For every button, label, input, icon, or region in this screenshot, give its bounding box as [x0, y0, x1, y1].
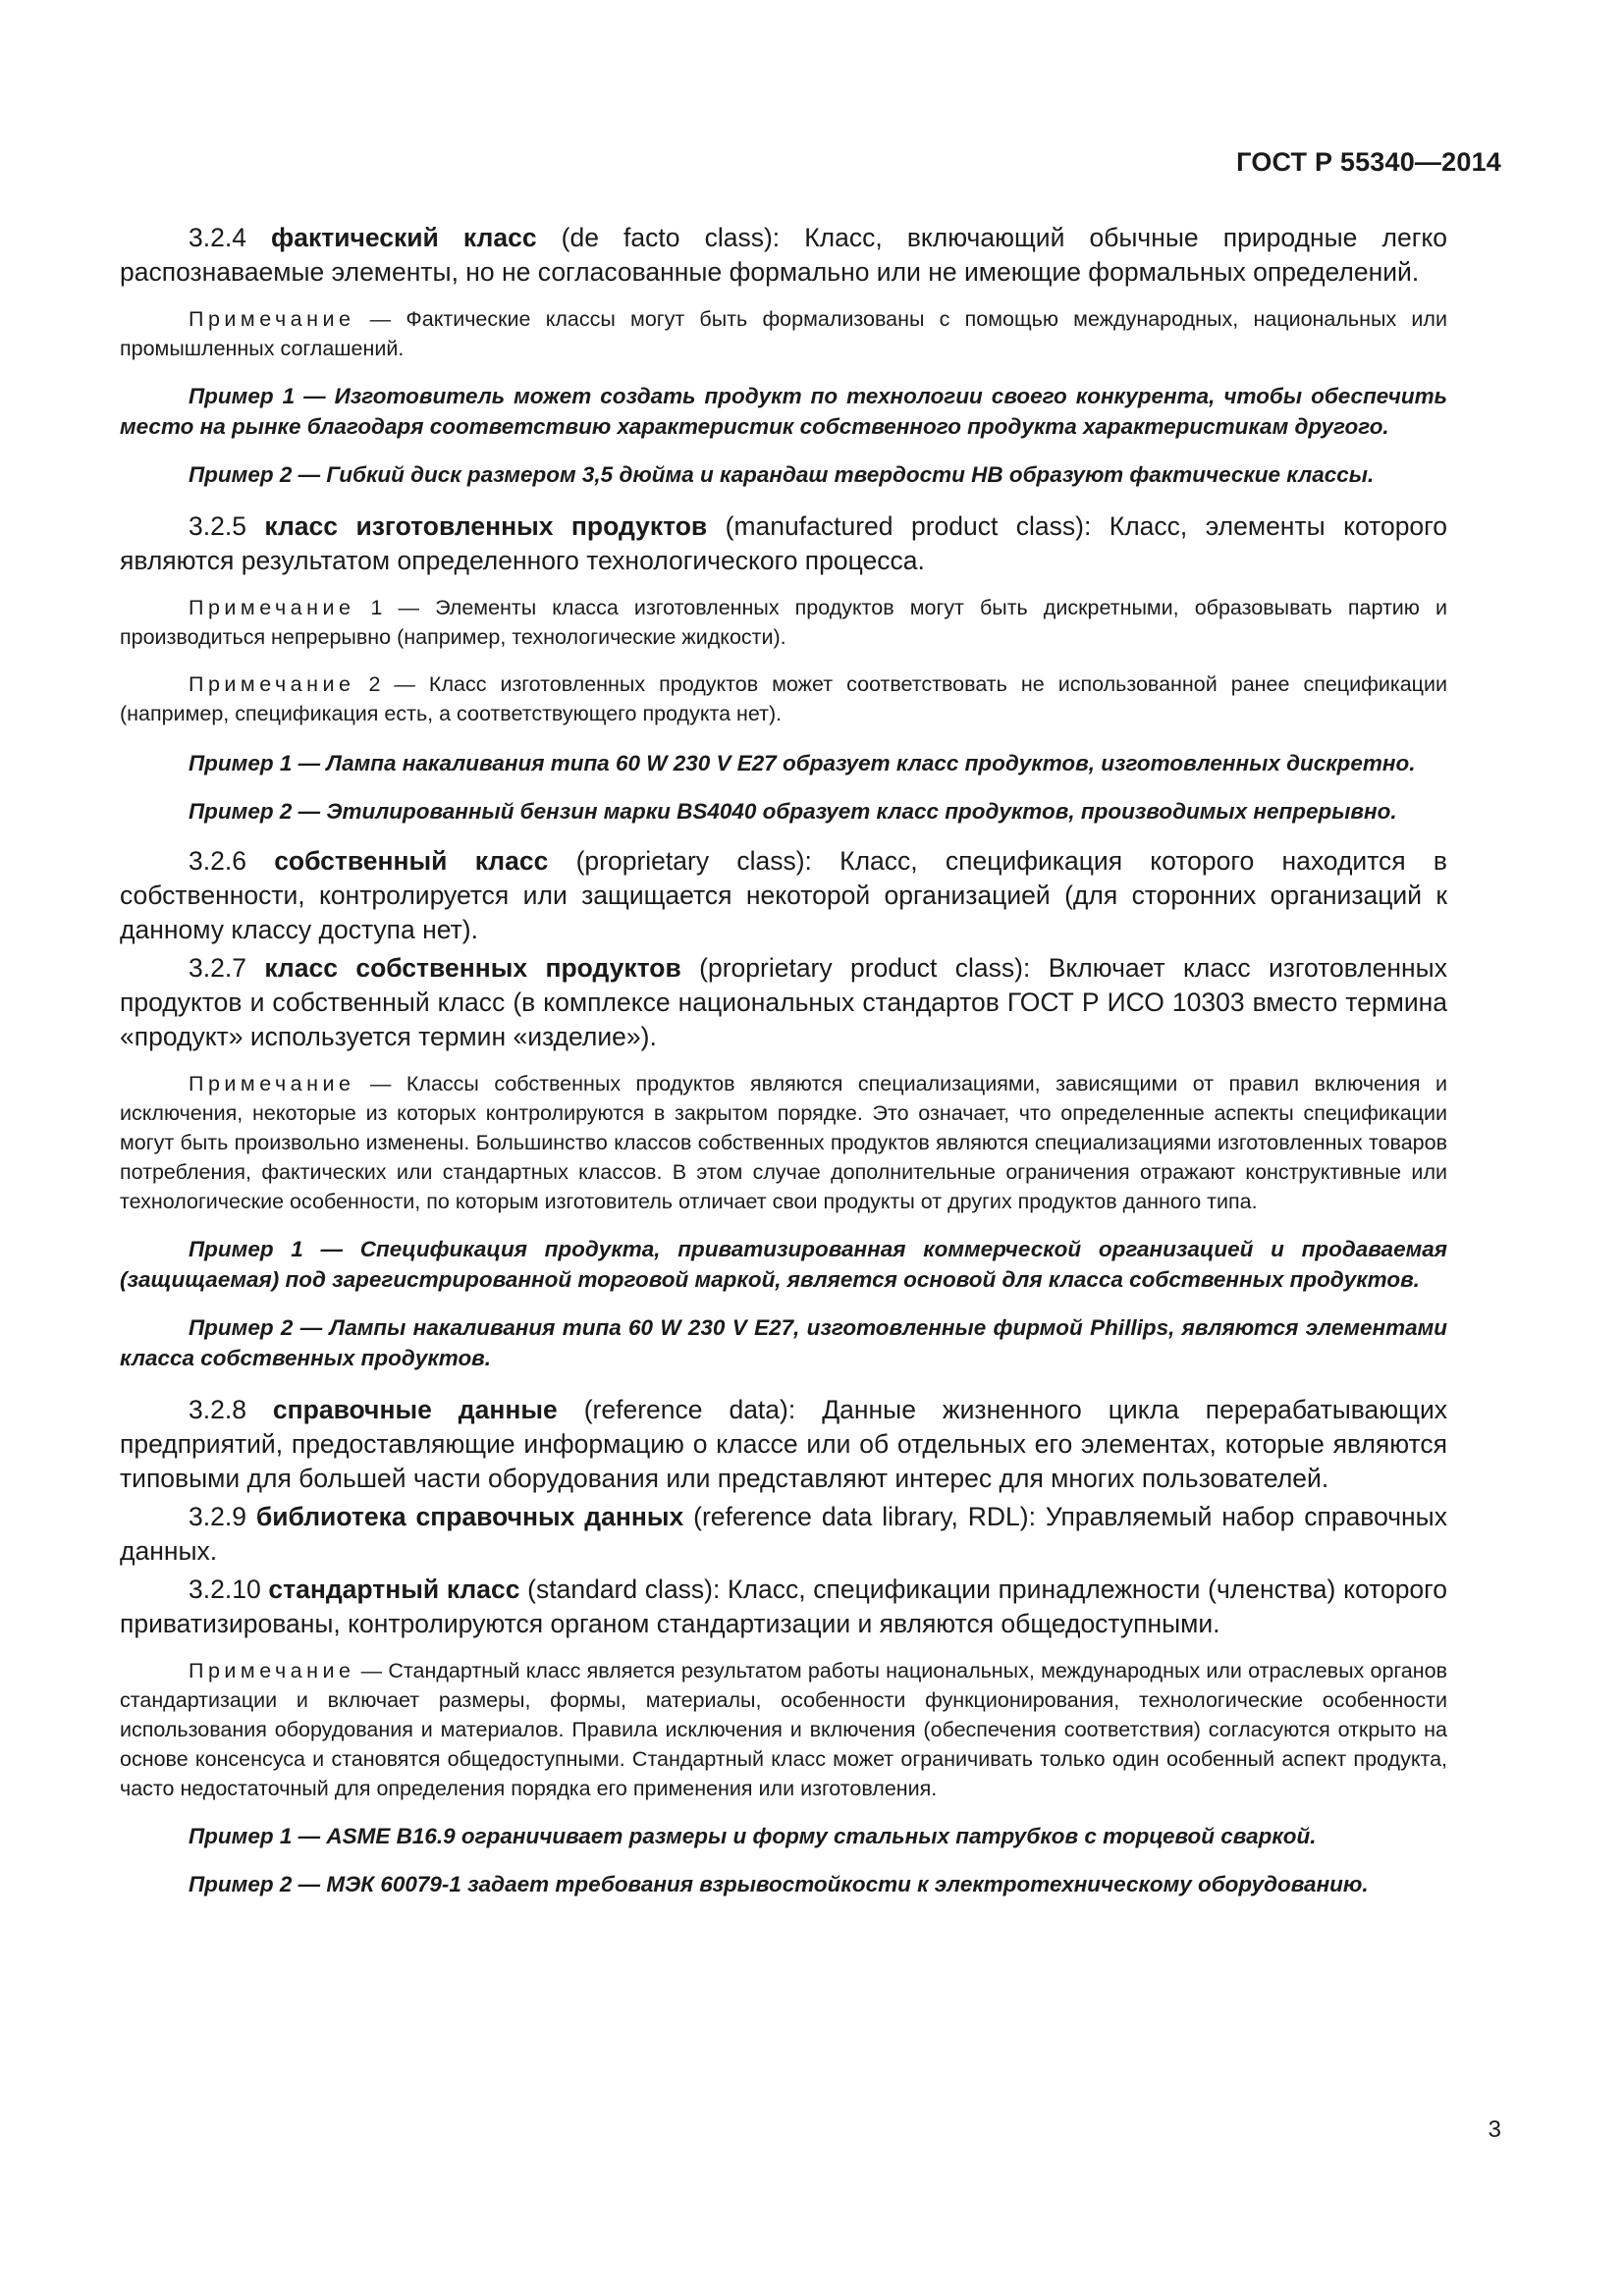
term-text: (proprietary product class): Включает класс изготовленных продуктов и собственный класс (в комплексе национальных стандартов ГОСТ Р ИСО 10303 вместо термина «продукт» используется термин «изделие»).	[120, 953, 1447, 1051]
note	[120, 304, 1447, 363]
term-name: класс собственных продуктов	[264, 953, 681, 983]
term-number: 3.2.10	[189, 1575, 269, 1604]
example: Пример 2 — Лампы накаливания типа 60 W 230 V E27, изготовленные фирмой Phillips, являются элементами класса собственных продуктов.	[120, 1315, 1447, 1370]
term-text: (manufactured product class): Класс, элементы которого являются результатом определенного технологического процесса.	[120, 511, 1447, 575]
example: Пример 2 — Этилированный бензин марки BS4040 образует класс продуктов, производимых непрерывно.	[189, 799, 1397, 824]
term-name: фактический класс	[271, 223, 537, 252]
term-definition	[120, 1393, 1447, 1496]
term-definition	[120, 844, 1447, 947]
example: Пример 1 — Спецификация продукта, приватизированная коммерческой организацией и продаваемая (защищаемая) под зарегистрированной торговой маркой, является основой для класса собственных продуктов.	[120, 1237, 1447, 1292]
term-definition	[120, 1500, 1447, 1569]
note-text: 1 — Элементы класса изготовленных продуктов могут быть дискретными, образовывать партию и производиться непрерывно (например, технологические жидкости).	[120, 596, 1447, 649]
term-number: 3.2.6	[189, 846, 275, 876]
note	[120, 1069, 1447, 1216]
term-number: 3.2.9	[189, 1502, 256, 1531]
term-name: библиотека справочных данных	[255, 1502, 684, 1531]
note-label: Примечание	[189, 307, 355, 331]
note-label: Примечание	[189, 1072, 355, 1095]
note-text: — Фактические классы могут быть формализованы с помощью международных, национальных или промышленных соглашений.	[120, 307, 1447, 360]
note-label: Примечание	[189, 1659, 355, 1682]
term-text: (reference data): Данные жизненного цикла перерабатывающих предприятий, предоставляющие информацию о классе или об отдельных его элементах, которые являются типовыми для большей части оборудования или представляют интерес для многих пользователей.	[120, 1395, 1447, 1493]
term-text: (reference data library, RDL): Управляемый набор справочных данных.	[120, 1502, 1447, 1566]
note-text: 2 — Класс изготовленных продуктов может соответствовать не использованной ранее спецификации (например, спецификация есть, а соответствующего продукта нет).	[120, 672, 1447, 725]
example: Пример 1 — Изготовитель может создать продукт по технологии своего конкурента, чтобы обеспечить место на рынке благодаря соответствию характеристик собственного продукта характеристикам другого.	[120, 384, 1447, 439]
term-text: (proprietary class): Класс, спецификация которого находится в собственности, контролируется или защищается некоторой организацией (для сторонних организаций к данному классу доступа нет).	[120, 846, 1447, 944]
example: Пример 1 — ASME B16.9 ограничивает размеры и форму стальных патрубков с торцевой сваркой.	[189, 1824, 1317, 1848]
page-content	[120, 221, 1447, 1899]
note	[120, 669, 1447, 728]
example: Пример 2 — МЭК 60079-1 задает требования взрывостойкости к электротехническому оборудованию.	[189, 1872, 1369, 1896]
term-definition	[120, 509, 1447, 578]
term-text: (standard class): Класс, спецификации принадлежности (членства) которого приватизированы, контролируются органом стандартизации и являются общедоступными.	[120, 1575, 1447, 1638]
note-label: Примечание	[189, 672, 355, 696]
term-number: 3.2.8	[189, 1395, 273, 1424]
term-name: собственный класс	[274, 846, 549, 876]
standard-number: ГОСТ Р 55340—2014	[1236, 147, 1501, 177]
note-text: — Классы собственных продуктов являются специализациями, зависящими от правил включения и исключения, некоторые из которых контролируются в закрытом порядке. Это означает, что определенные аспекты спецификации могут быть произвольно изменены. Большинство классов собственных продуктов являются специализациями изготовленных товаров потребления, фактических или стандартных классов. В этом случае дополнительные ограничения отражают конструктивные или технологические особенности, по которым изготовитель отличает свои продукты от других продуктов данного типа.	[120, 1072, 1447, 1213]
term-number: 3.2.7	[189, 953, 265, 983]
term-name: стандартный класс	[268, 1575, 520, 1604]
example: Пример 2 — Гибкий диск размером 3,5 дюйма и карандаш твердости HB образуют фактические классы.	[189, 462, 1375, 487]
note-text: — Стандартный класс является результатом работы национальных, международных или отраслевых органов стандартизации и включает размеры, формы, материалы, особенности функционирования, технологические особенности использования оборудования и материалов. Правила исключения и включения (обеспечения соответствия) согласуются открыто на основе консенсуса и становятся общедоступными. Стандартный класс может ограничивать только один особенный аспект продукта, часто недостаточный для определения порядка его применения или изготовления.	[120, 1659, 1447, 1800]
note	[120, 1656, 1447, 1803]
note-label: Примечание	[189, 596, 355, 619]
term-name: справочные данные	[272, 1395, 558, 1424]
term-name: класс изготовленных продуктов	[264, 511, 708, 541]
term-definition	[120, 221, 1447, 290]
page-number: 3	[1488, 2116, 1501, 2143]
term-number: 3.2.4	[189, 223, 272, 252]
note	[120, 593, 1447, 652]
example: Пример 1 — Лампа накаливания типа 60 W 230 V E27 образует класс продуктов, изготовленных дискретно.	[189, 751, 1416, 775]
term-number: 3.2.5	[189, 511, 265, 541]
term-definition	[120, 951, 1447, 1054]
term-definition	[120, 1573, 1447, 1641]
term-text: (de facto class): Класс, включающий обычные природные легко распознаваемые элементы, но не согласованные формально или не имеющие формальных определений.	[120, 223, 1447, 287]
